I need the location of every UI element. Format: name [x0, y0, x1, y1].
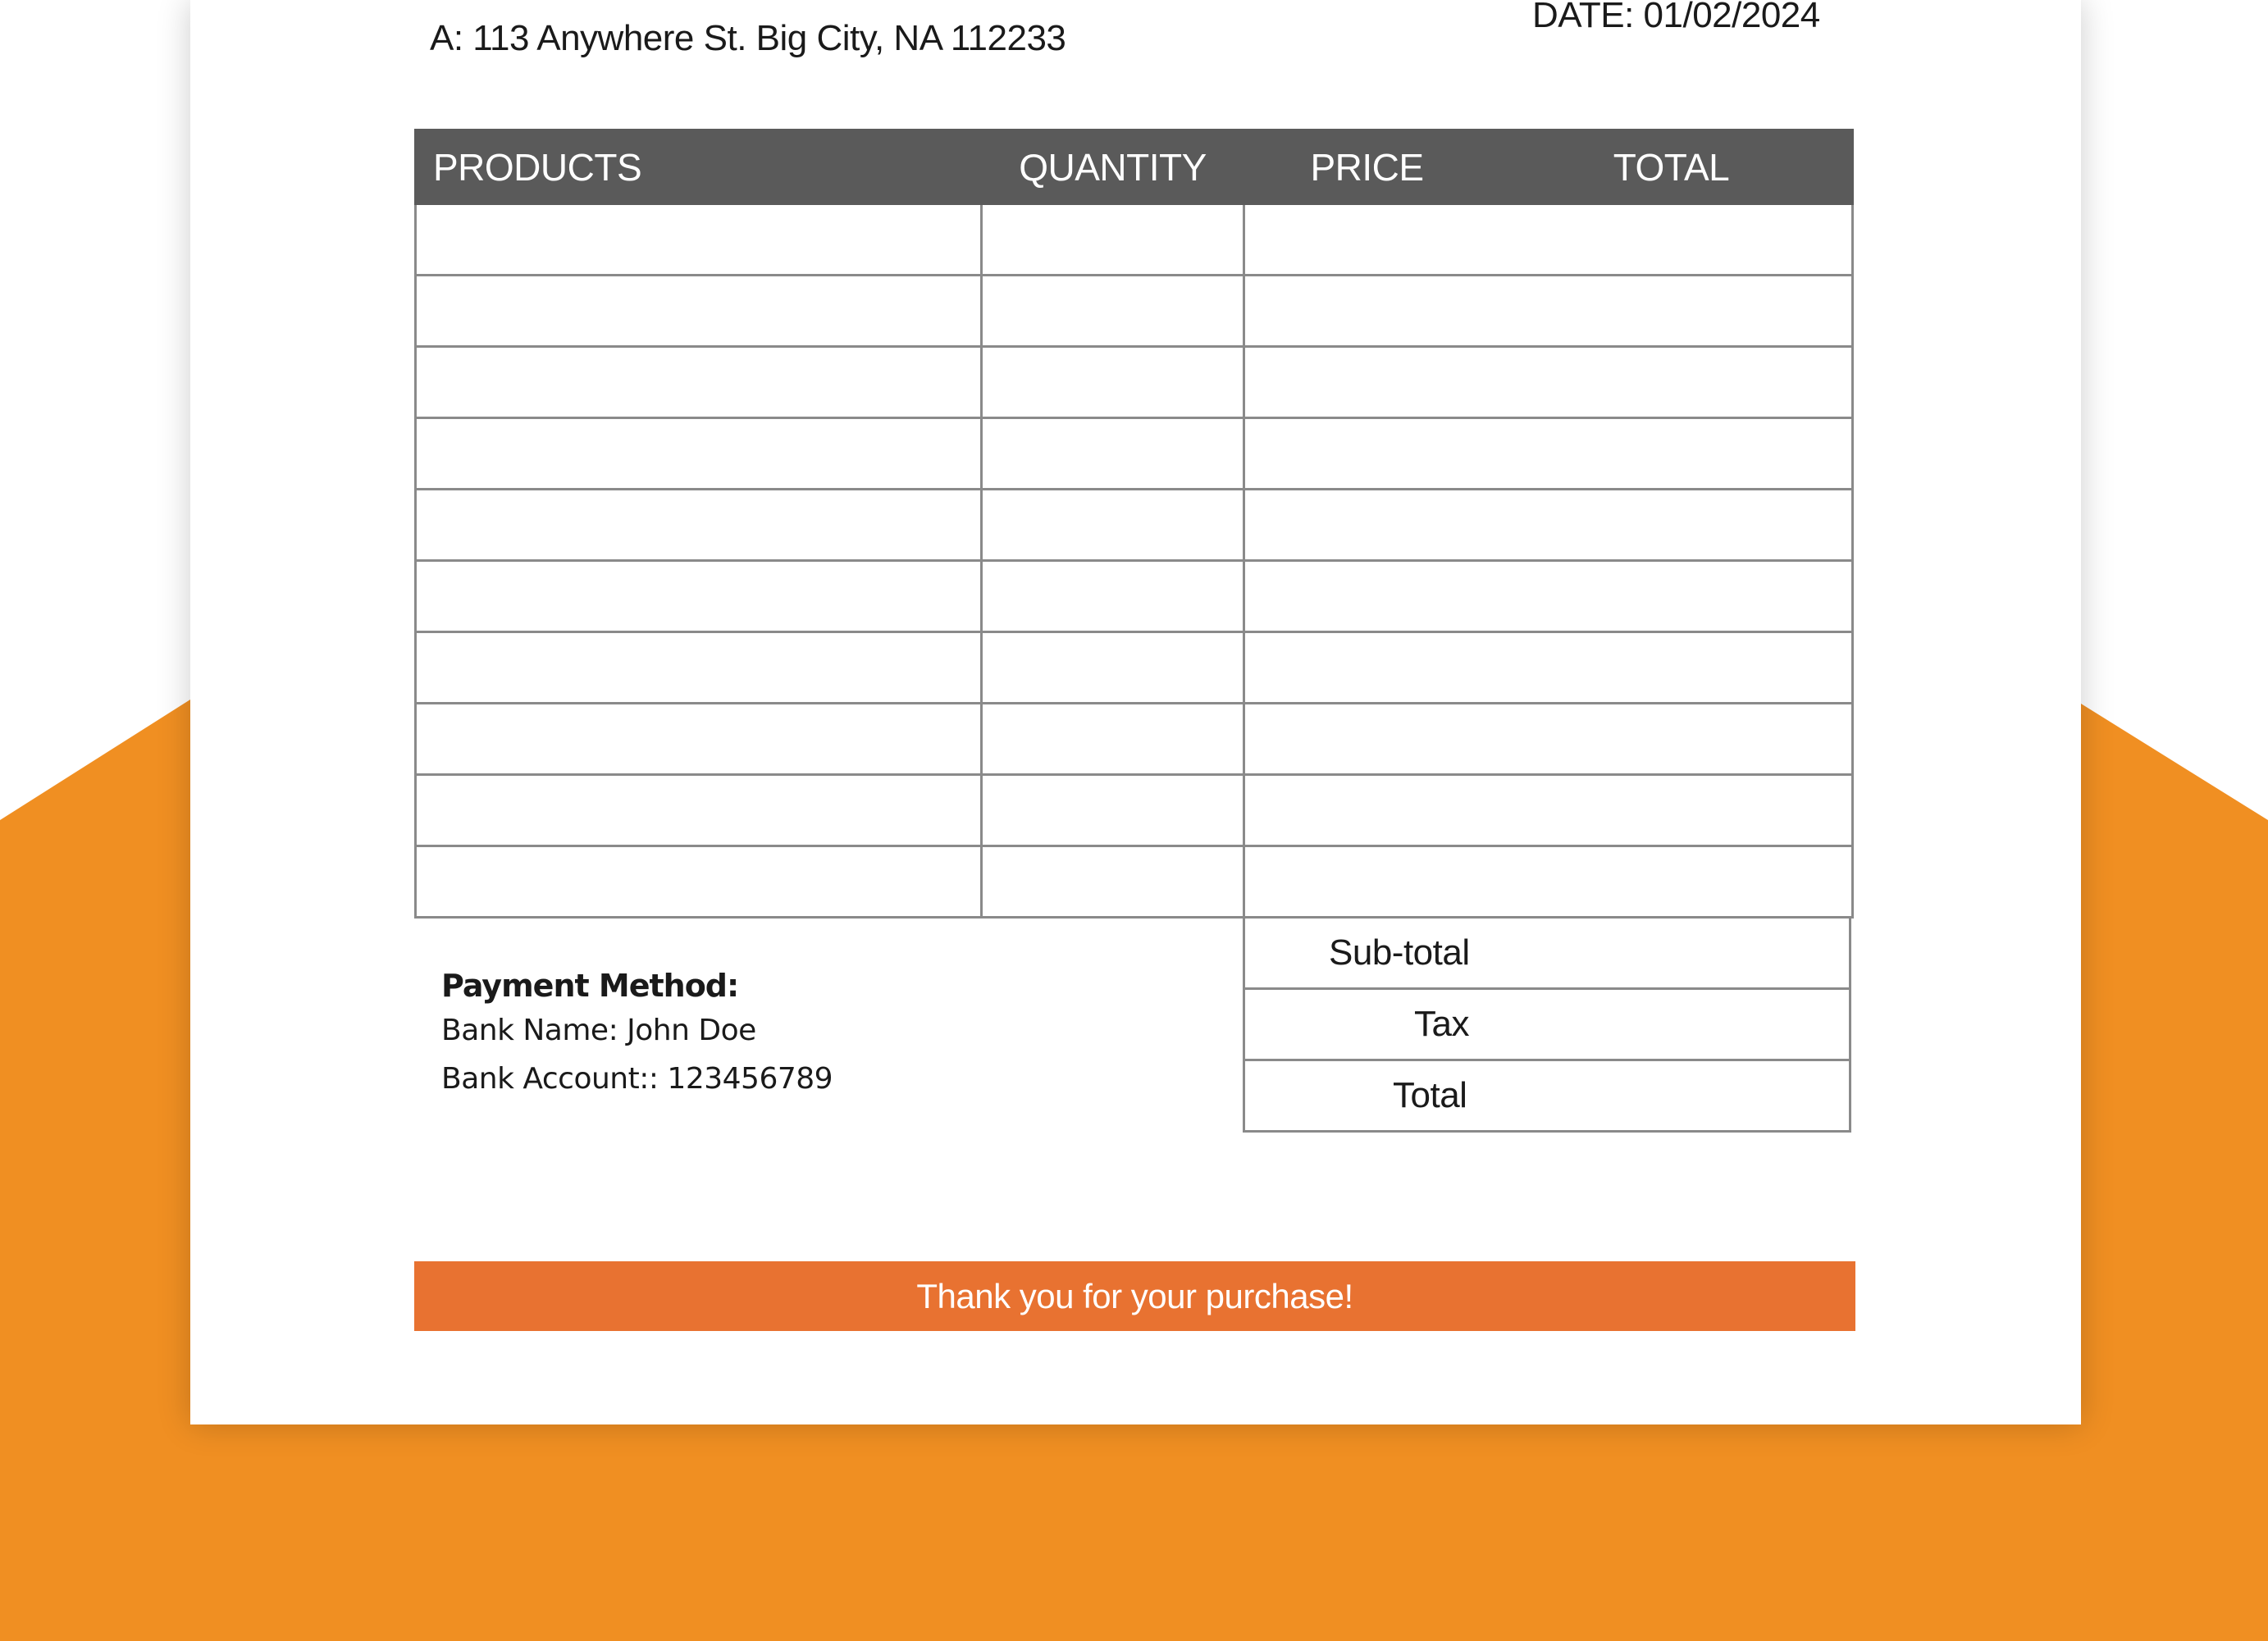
price-cell[interactable] — [1244, 418, 1490, 490]
subtotal-row — [1244, 918, 1850, 989]
product-cell[interactable] — [416, 775, 982, 846]
column-header-total: TOTAL — [1490, 130, 1853, 204]
total-cell[interactable] — [1490, 490, 1853, 561]
products-table — [414, 129, 1854, 919]
total-cell[interactable] — [1490, 632, 1853, 704]
total-cell[interactable] — [1490, 204, 1853, 276]
company-address: A: 113 Anywhere St. Big City, NA 112233 — [430, 18, 1066, 58]
total-cell[interactable] — [1490, 561, 1853, 632]
total-cell[interactable] — [1490, 418, 1853, 490]
quantity-cell[interactable] — [982, 846, 1244, 918]
table-row — [416, 276, 1853, 347]
total-row — [1244, 1060, 1850, 1132]
table-header-row — [416, 130, 1853, 204]
total-label: Total — [1244, 1060, 1850, 1132]
price-cell[interactable] — [1244, 347, 1490, 418]
product-cell[interactable] — [416, 204, 982, 276]
price-cell[interactable] — [1244, 846, 1490, 918]
table-row — [416, 490, 1853, 561]
total-cell[interactable] — [1490, 704, 1853, 775]
product-cell[interactable] — [416, 347, 982, 418]
quantity-cell[interactable] — [982, 632, 1244, 704]
quantity-cell[interactable] — [982, 775, 1244, 846]
product-cell[interactable] — [416, 561, 982, 632]
price-cell[interactable] — [1244, 276, 1490, 347]
product-cell[interactable] — [416, 276, 982, 347]
subtotal-label: Sub-total — [1244, 918, 1850, 989]
quantity-cell[interactable] — [982, 204, 1244, 276]
thank-you-banner: Thank you for your purchase! — [414, 1261, 1855, 1331]
invoice-date: DATE: 01/02/2024 — [1532, 0, 1820, 35]
product-cell[interactable] — [416, 490, 982, 561]
price-cell[interactable] — [1244, 490, 1490, 561]
price-cell[interactable] — [1244, 204, 1490, 276]
quantity-cell[interactable] — [982, 561, 1244, 632]
column-header-quantity: QUANTITY — [982, 130, 1244, 204]
price-cell[interactable] — [1244, 704, 1490, 775]
table-row — [416, 204, 1853, 276]
payment-method-section — [441, 968, 833, 1105]
bank-name: Bank Name: John Doe — [441, 1014, 756, 1047]
quantity-cell[interactable] — [982, 347, 1244, 418]
table-row — [416, 418, 1853, 490]
product-cell[interactable] — [416, 418, 982, 490]
price-cell[interactable] — [1244, 775, 1490, 846]
table-row — [416, 347, 1853, 418]
quantity-cell[interactable] — [982, 490, 1244, 561]
total-cell[interactable] — [1490, 775, 1853, 846]
payment-method-title: Payment Method: — [441, 968, 739, 1004]
column-header-products: PRODUCTS — [416, 130, 982, 204]
tax-label: Tax — [1244, 989, 1850, 1060]
total-cell[interactable] — [1490, 276, 1853, 347]
column-header-price: PRICE — [1244, 130, 1490, 204]
quantity-cell[interactable] — [982, 704, 1244, 775]
tax-row — [1244, 989, 1850, 1060]
total-cell[interactable] — [1490, 347, 1853, 418]
bank-account: Bank Account:: 123456789 — [441, 1062, 833, 1096]
product-cell[interactable] — [416, 632, 982, 704]
table-row — [416, 704, 1853, 775]
total-cell[interactable] — [1490, 846, 1853, 918]
price-cell[interactable] — [1244, 561, 1490, 632]
quantity-cell[interactable] — [982, 418, 1244, 490]
product-cell[interactable] — [416, 846, 982, 918]
table-row — [416, 561, 1853, 632]
quantity-cell[interactable] — [982, 276, 1244, 347]
table-row — [416, 846, 1853, 918]
table-row — [416, 775, 1853, 846]
price-cell[interactable] — [1244, 632, 1490, 704]
totals-table — [1243, 916, 1851, 1133]
product-cell[interactable] — [416, 704, 982, 775]
table-row — [416, 632, 1853, 704]
